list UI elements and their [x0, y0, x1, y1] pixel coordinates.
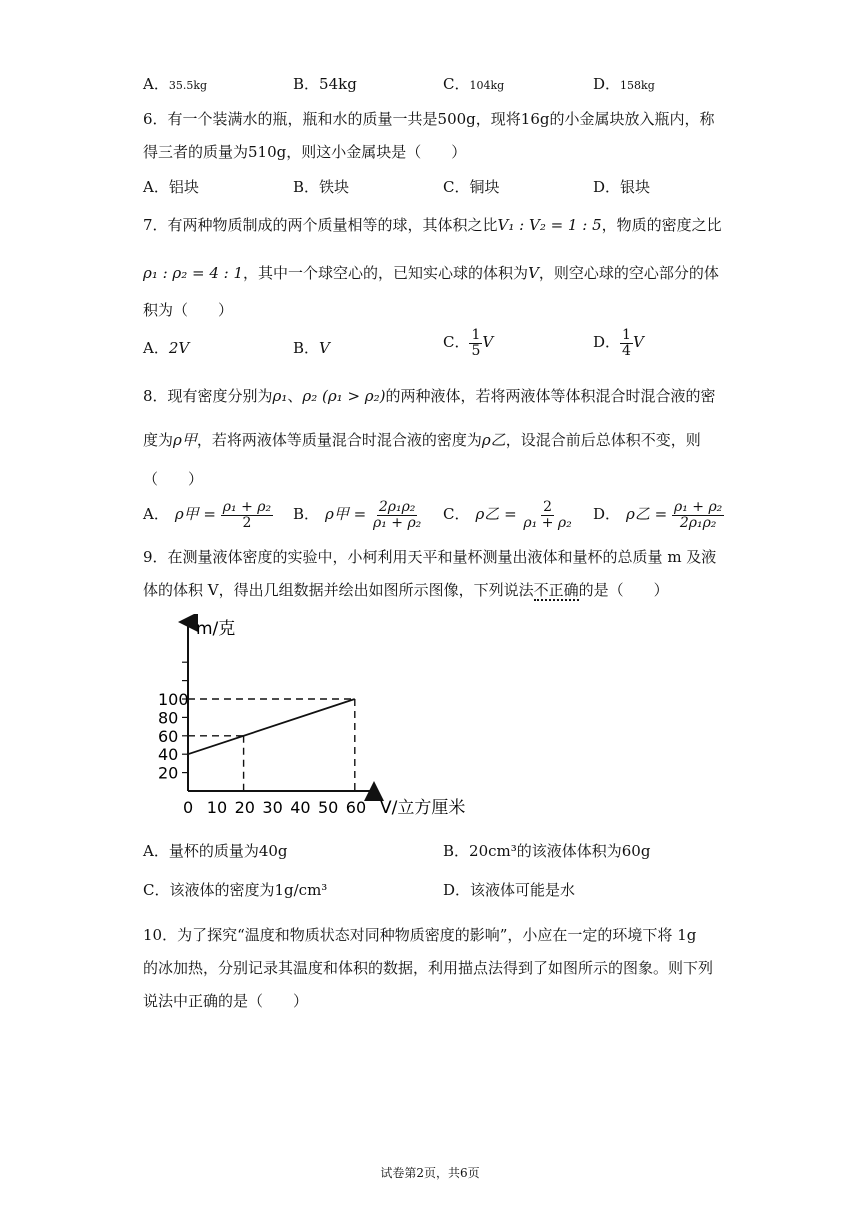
q6-line-2: 得三者的质量为510g，则这小金属块是（ ）	[143, 143, 467, 161]
q10-line-1: 10．为了探究“温度和物质状态对同种物质密度的影响”，小应在一定的环境下将 1g	[143, 926, 697, 944]
q7-option-a: A．2V	[143, 339, 190, 357]
q5-option-c: C．104kg	[443, 75, 505, 93]
q7-density-ratio: ρ₁ : ρ₂ = 4 : 1	[143, 264, 244, 282]
q7-option-c: C． $\frac{1}{5}$ V	[443, 327, 494, 359]
q8-line-3: （ ）	[143, 470, 204, 488]
q8-line-2: 度为ρ甲，若将两液体等质量混合时混合液的密度为ρ乙，设混合前后总体积不变，则	[143, 431, 701, 449]
q9-option-b: B．20cm³的该液体体积为60g	[443, 842, 651, 860]
y-tick-label: 40	[158, 745, 179, 765]
x-axis-label: V/立方厘米	[380, 798, 466, 818]
y-tick-label: 60	[158, 726, 179, 746]
x-tick-label: 0	[183, 798, 194, 817]
q7-line-1: 7．有两种物质制成的两个质量相等的球，其体积之比V₁ : V₂ = 1 : 5，物质的密度之比	[143, 216, 722, 234]
q8-option-b: B． ρ甲 = $\frac{\text{2ρ₁ρ₂}}{\text{ρ₁ + ρ₂}}$	[293, 499, 422, 531]
q7-option-b: B．V	[293, 339, 330, 357]
y-axis-label: m/克	[196, 619, 236, 639]
page-footer: 试卷第2页，共6页	[380, 1166, 480, 1180]
y-tick-label: 80	[158, 708, 179, 728]
q8-option-d: D． ρ乙 = $\frac{\text{ρ₁ + ρ₂}}{\text{2ρ₁ρ₂}}$	[593, 499, 723, 531]
q5-option-a: A．35.5kg	[143, 75, 208, 93]
q5-option-d: D．158kg	[593, 75, 655, 93]
x-tick-label: 40	[290, 798, 311, 817]
q10-line-3: 说法中正确的是（ ）	[143, 992, 309, 1010]
q9-line-2: 体的体积 V，得出几组数据并绘出如图所示图像，下列说法不正确的是（ ）	[143, 581, 669, 599]
x-tick-label: 20	[234, 798, 255, 817]
x-tick-label: 50	[318, 798, 339, 817]
x-tick-label: 30	[262, 798, 283, 817]
q6-option-d: D．银块	[593, 178, 651, 196]
q7-volume-ratio: V₁ : V₂ = 1 : 5	[497, 216, 602, 234]
data-line	[188, 699, 355, 754]
x-tick-label: 10	[206, 798, 228, 817]
q7-line-2: ρ₁ : ρ₂ = 4 : 1，其中一个球空心的，已知实心球的体积为V，则空心球的空心部分的体	[143, 264, 719, 282]
q9-option-d: D．该液体可能是水	[443, 881, 576, 899]
q9-chart	[148, 614, 478, 819]
q8-line-1: 8．现有密度分别为ρ₁、ρ₂ (ρ₁ > ρ₂)的两种液体，若将两液体等体积混合时混合液的密	[143, 387, 716, 405]
q5-option-b: B．54kg	[293, 75, 357, 93]
q9-option-a: A．量杯的质量为40g	[143, 842, 288, 860]
y-tick-label: 100	[158, 690, 189, 709]
q6-line-1: 6．有一个装满水的瓶，瓶和水的质量一共是500g，现将16g的小金属块放入瓶内，称	[143, 110, 715, 128]
q9-option-c: C．该液体的密度为1g/cm³	[143, 881, 328, 899]
q6-option-b: B．铁块	[293, 178, 350, 196]
q9-line-1: 9．在测量液体密度的实验中，小柯利用天平和量杯测量出液体和量杯的总质量 m 及液	[143, 548, 717, 566]
q6-option-a: A．铝块	[143, 178, 199, 196]
q10-line-2: 的冰加热，分别记录其温度和体积的数据，利用描点法得到了如图所示的图象。则下列	[143, 959, 714, 977]
q8-option-c: C． ρ乙 = $\frac{2}{\text{ρ₁ + ρ₂}}$	[443, 499, 572, 531]
q9-emphasis: 不正确	[533, 581, 579, 599]
q7-option-d: D． $\frac{1}{4}$ V	[593, 327, 644, 359]
q7-line-3: 积为（ ）	[143, 301, 234, 319]
q8-option-a: A． ρ甲 = $\frac{\text{ρ₁ + ρ₂}}{2}$	[143, 499, 272, 531]
q6-option-c: C．铜块	[443, 178, 500, 196]
x-tick-label: 60	[345, 798, 367, 817]
y-tick-label: 20	[158, 763, 179, 783]
